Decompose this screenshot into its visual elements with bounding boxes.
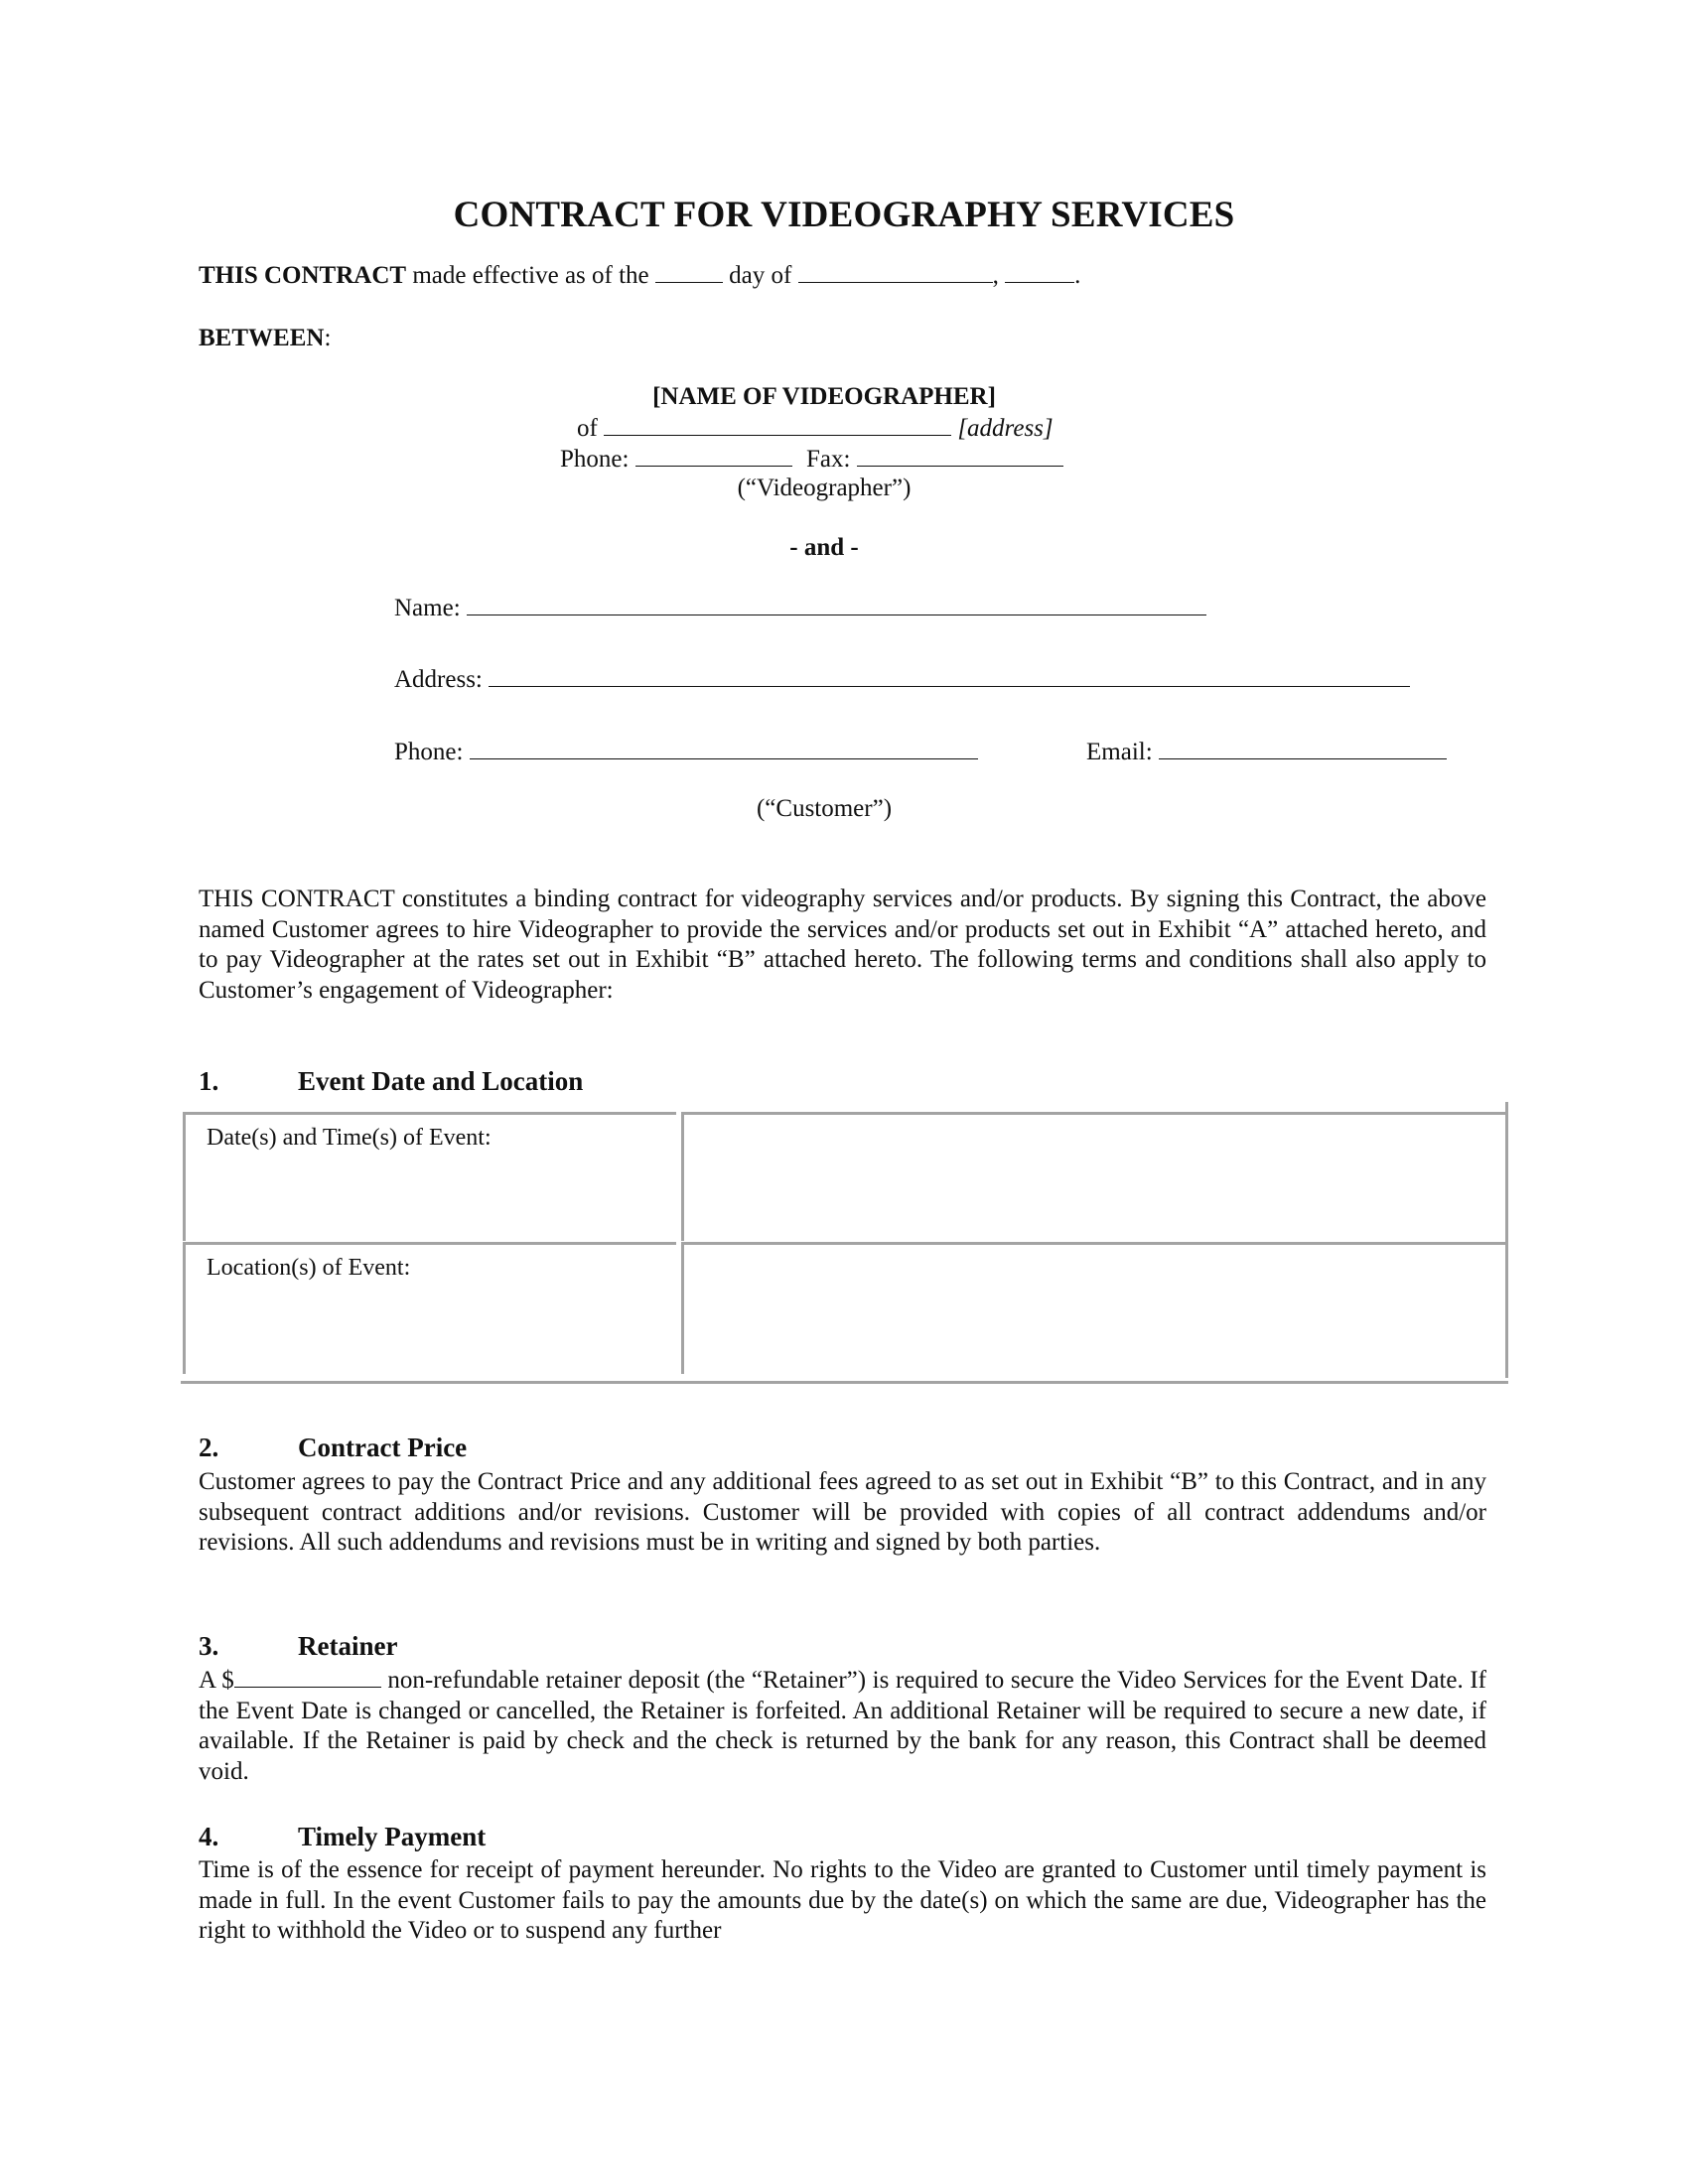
document-title: CONTRACT FOR VIDEOGRAPHY SERVICES — [453, 195, 1235, 235]
section-4-title: Timely Payment — [298, 1822, 487, 1851]
intro-paragraph — [199, 885, 1486, 1006]
this-contract-lead: THIS CONTRACT — [199, 262, 407, 289]
customer-email-blank[interactable] — [1159, 737, 1447, 759]
and-separator: - and - — [789, 534, 859, 561]
customer-name-blank[interactable] — [467, 593, 1206, 615]
customer-address-line — [394, 664, 1410, 695]
videographer-fax-label: Fax: — [805, 446, 851, 473]
videographer-address-line — [577, 413, 1054, 444]
of-label: of — [577, 415, 598, 442]
event-date-value-cell[interactable] — [681, 1112, 1505, 1241]
period-text: . — [1074, 262, 1081, 289]
effective-text: made effective as of the — [406, 262, 655, 289]
section-4-number: 4. — [199, 1822, 219, 1851]
section-3-number: 3. — [199, 1631, 219, 1661]
event-location-label-cell — [183, 1242, 676, 1374]
year-blank[interactable] — [1005, 260, 1074, 283]
customer-defined-term: (“Customer”) — [756, 795, 893, 822]
month-blank[interactable] — [798, 260, 993, 283]
videographer-phone-blank[interactable] — [635, 444, 792, 467]
customer-address-label: Address: — [394, 666, 483, 693]
section-1-number: 1. — [199, 1066, 219, 1096]
section-4-body: Time is of the essence for receipt of payment hereunder. No rights to the Video are granted to Customer until timely payment is made in full. In the event Customer fails to pay the amounts due by the date(s) on which the same are due, Videographer has the right to withhold the Video or to suspend any further — [199, 1856, 1486, 1944]
videographer-defined-term: (“Videographer”) — [737, 475, 912, 501]
section-2-title: Contract Price — [298, 1433, 468, 1462]
section-4-heading — [199, 1822, 486, 1852]
videographer-address-blank[interactable] — [604, 413, 951, 436]
day-blank[interactable] — [655, 260, 723, 283]
effective-date-line — [199, 260, 1080, 291]
address-hint: [address] — [957, 415, 1054, 442]
section-3-body — [199, 1665, 1486, 1787]
between-colon: : — [324, 325, 332, 351]
table-bottom-border — [181, 1381, 1508, 1384]
section-2-body: Customer agrees to pay the Contract Price and any additional fees agreed to as set out in Exhibit “B” to this Contract, and in any subsequent contract additions and/or revisions. Customer will be provided with copies of all contract addendums and/or revisions. All such addendums and revisions must be in writing and signed by both parties. — [199, 1468, 1486, 1556]
videographer-contact-line — [560, 444, 1063, 475]
customer-phone-label: Phone: — [394, 739, 464, 765]
retainer-prefix: A $ — [199, 1667, 234, 1694]
section-1-title: Event Date and Location — [298, 1066, 584, 1096]
intro-text: constitutes a binding contract for videography services and/or products. By signing this Contract, the above named Customer agrees to hire Videographer to provide the services and/or products set out in Exhibit “A” attached hereto, and to pay Videographer at the rates set out in Exhibit “B” attached hereto. The following terms and conditions shall also apply to Customer’s engagement of Videographer: — [199, 886, 1486, 1004]
retainer-text: non-refundable retainer deposit (the “Retainer”) is required to secure the Video Services for the Event Date. If the Event Date is changed or cancelled, the Retainer is forfeited. An additional Retainer will be required to secure a new date, if available. If the Retainer is paid by check and the check is returned by the bank for any reason, this Contract shall be deemed void. — [199, 1667, 1486, 1785]
comma-text: , — [992, 262, 1006, 289]
retainer-amount-blank[interactable] — [234, 1665, 381, 1688]
event-location-label: Location(s) of Event: — [207, 1255, 411, 1281]
videographer-name-placeholder: [NAME OF VIDEOGRAPHER] — [652, 383, 996, 410]
section-1-heading — [199, 1066, 583, 1097]
customer-email-line — [1086, 737, 1447, 767]
videographer-phone-label: Phone: — [560, 446, 630, 473]
day-of-text: day of — [722, 262, 798, 289]
event-date-label-cell — [183, 1112, 676, 1241]
event-date-label: Date(s) and Time(s) of Event: — [207, 1125, 492, 1151]
event-details-table — [183, 1112, 1507, 1388]
customer-name-label: Name: — [394, 595, 461, 621]
customer-email-label: Email: — [1086, 739, 1153, 765]
customer-name-line — [394, 593, 1206, 623]
between-label — [199, 324, 331, 353]
section-2-heading — [199, 1433, 467, 1463]
between-text: BETWEEN — [199, 325, 325, 351]
section-3-title: Retainer — [298, 1631, 398, 1661]
intro-lead: THIS CONTRACT — [199, 886, 395, 912]
section-2-number: 2. — [199, 1433, 219, 1462]
customer-address-blank[interactable] — [489, 664, 1410, 687]
videographer-fax-blank[interactable] — [857, 444, 1063, 467]
section-3-heading — [199, 1631, 397, 1662]
customer-phone-line — [394, 737, 978, 767]
customer-phone-blank[interactable] — [470, 737, 978, 759]
table-right-border — [1505, 1102, 1508, 1378]
event-location-value-cell[interactable] — [681, 1242, 1505, 1374]
